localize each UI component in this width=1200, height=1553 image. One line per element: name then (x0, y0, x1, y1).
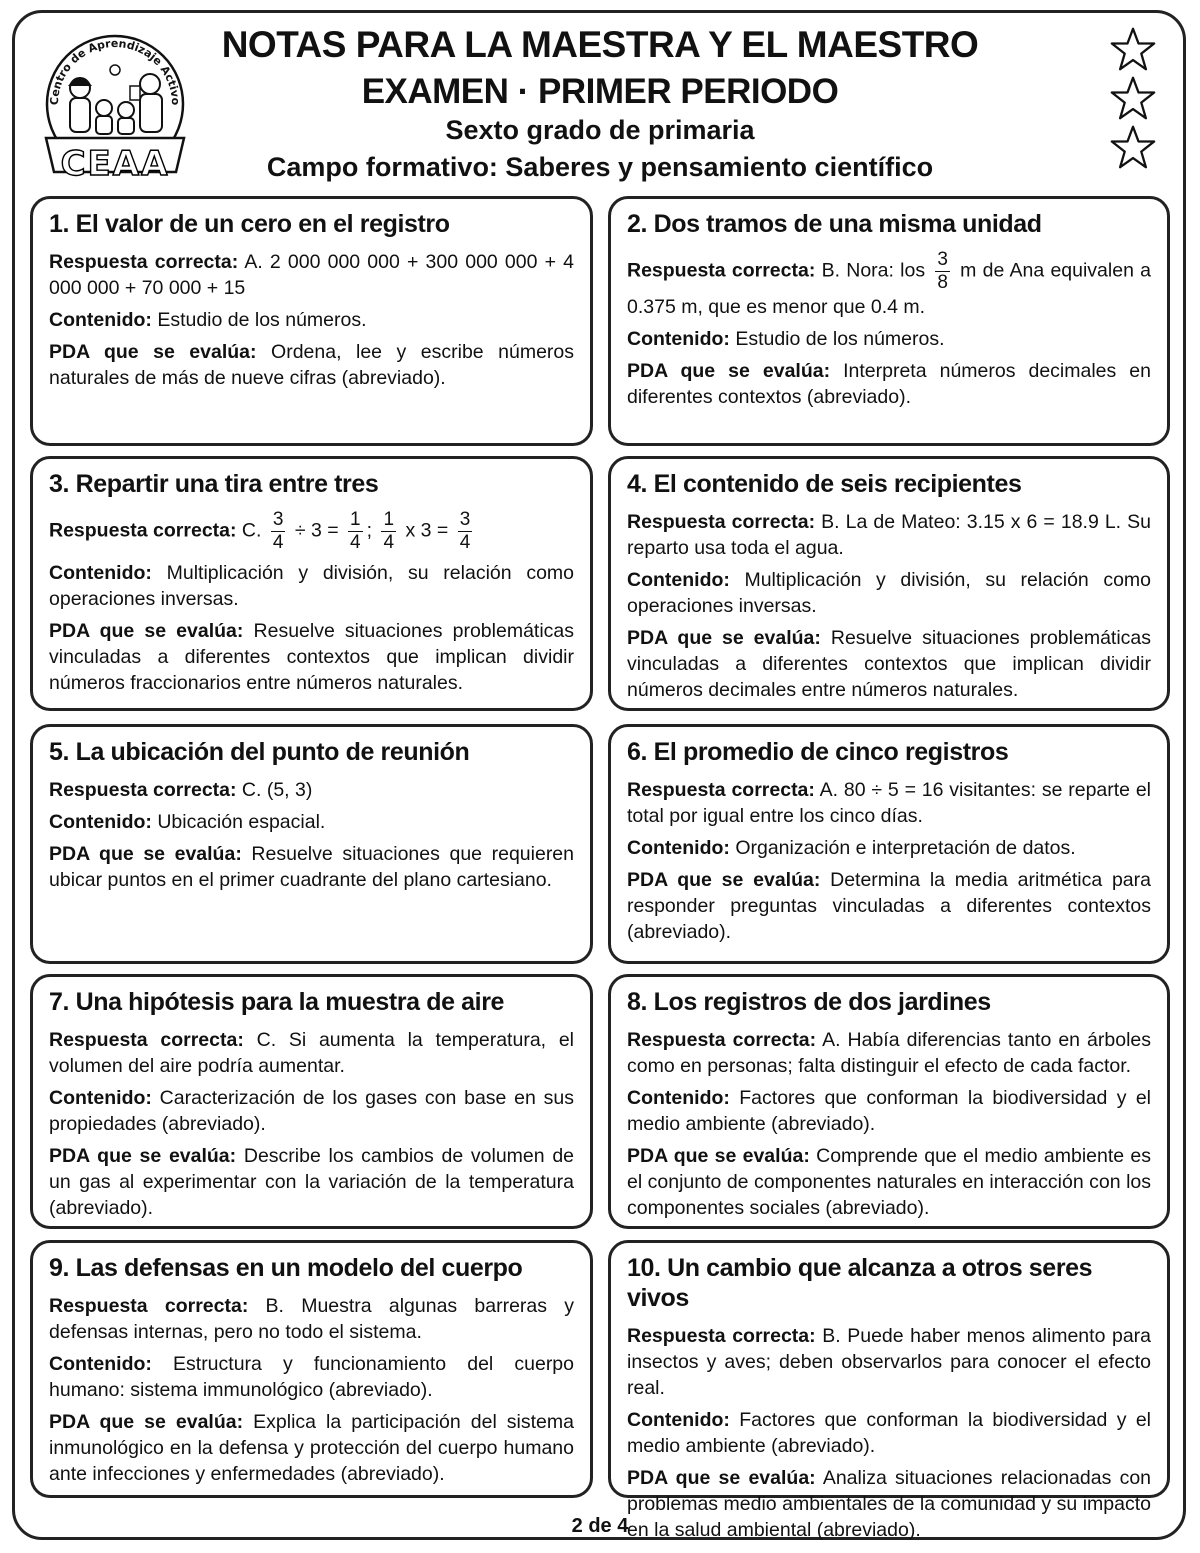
fraction-denominator: 4 (272, 532, 284, 553)
content-line (49, 809, 574, 835)
content-text: Factores que conforman la biodiversidad y el medio ambiente (abreviado). (627, 1087, 1151, 1135)
content-line (627, 1085, 1151, 1137)
pda-text: Explica la participación del sistema inmunológico en la defensa y protección del cuerpo humano ante infecciones y enfermedades (abreviado). (49, 1411, 574, 1485)
pda-line (49, 1409, 574, 1487)
fraction-numerator: 1 (350, 509, 361, 530)
note-card-5 (30, 724, 593, 964)
content-label: Contenido: (49, 309, 152, 331)
pda-text: Interpreta números decimales en diferentes contextos (abreviado). (627, 360, 1151, 408)
answer-line (49, 1027, 574, 1079)
note-card-8 (608, 974, 1170, 1229)
note-card-3 (30, 456, 593, 711)
pda-text: Ordena, lee y escribe números naturales de más de nueve cifras (abreviado). (49, 341, 574, 389)
fraction (935, 249, 950, 294)
grade-label: Sexto grado de primaria (445, 115, 755, 145)
star-outline-icon (1110, 124, 1156, 170)
fraction-numerator: 1 (383, 509, 395, 530)
content-text: Estructura y funcionamiento del cuerpo humano: sistema immunológico (abreviado). (49, 1353, 574, 1401)
pda-label: PDA que se evalúa: (49, 620, 244, 642)
answer-label: Respuesta correcta: (627, 779, 815, 801)
content-label: Contenido: (627, 569, 730, 591)
content-line (627, 1407, 1151, 1459)
pda-line (49, 1143, 574, 1221)
answer-line (49, 249, 574, 301)
pda-text: Describe los cambios de volumen de un gas al experimentar con la variación de la temperatura (abreviado). (49, 1145, 575, 1219)
content-line (627, 835, 1151, 861)
field-label: Campo formativo: Saberes y pensamiento científico (266, 152, 934, 182)
content-line (49, 560, 574, 612)
content-text: Organización e interpretación de datos. (735, 837, 1076, 859)
fraction-numerator: 3 (272, 509, 284, 530)
content-label: Contenido: (627, 1087, 730, 1109)
card-title: 8. Los registros de dos jardines (627, 988, 991, 1016)
star-outline-icon (1110, 75, 1156, 121)
fraction (458, 509, 473, 554)
pda-line (627, 867, 1151, 945)
operator: ÷ 3 = (294, 519, 339, 542)
content-label: Contenido: (627, 837, 730, 859)
answer-text: B. La de Mateo: 3.15 x 6 = 18.9 L. Su reparto usa toda el agua. (627, 511, 1151, 559)
content-line (627, 567, 1151, 619)
answer-text: m de Ana equivalen a 0.375 m, que es menor que 0.4 m. (627, 259, 1152, 318)
pda-label: PDA que se evalúa: (627, 1467, 816, 1489)
answer-label: Respuesta correcta: (49, 779, 237, 801)
pda-label: PDA que se evalúa: (49, 1411, 244, 1433)
ceaa-logo (40, 26, 190, 184)
content-label: Contenido: (49, 811, 152, 833)
pda-line (627, 625, 1151, 703)
card-title: 5. La ubicación del punto de reunión (49, 738, 470, 766)
answer-text: A. 80 ÷ 5 = 16 visitantes: se reparte el total por igual entre los cinco días. (627, 779, 1152, 827)
answer-line (49, 509, 574, 554)
answer-text: B. Puede haber menos alimento para insectos y aves; deben observarlos para conocer el efecto real. (627, 1325, 1152, 1399)
pda-label: PDA que se evalúa: (49, 843, 242, 865)
pda-line (627, 1143, 1151, 1221)
pda-text: Analiza situaciones relacionadas con problemas medio ambientales de la comunidad y su impacto en la salud ambiental (abreviado). (627, 1467, 1152, 1541)
pda-label: PDA que se evalúa: (627, 360, 831, 382)
content-text: Estudio de los números. (157, 309, 367, 331)
pda-text: Resuelve situaciones problemáticas vinculadas a diferentes contextos que implican dividir números fraccionarios entre números naturales. (49, 620, 575, 694)
content-text: Caracterización de los gases con base en sus propiedades (abreviado). (49, 1087, 574, 1135)
page-title: NOTAS PARA LA MAESTRA Y EL MAESTRO (221, 24, 979, 65)
pda-label: PDA que se evalúa: (627, 1145, 810, 1167)
pda-label: PDA que se evalúa: (627, 869, 821, 891)
fraction-denominator: 4 (459, 532, 471, 553)
star-outline-icon (1110, 26, 1156, 72)
content-label: Contenido: (627, 1409, 730, 1431)
pda-line (627, 358, 1151, 410)
card-title: 1. El valor de un cero en el registro (49, 210, 450, 238)
content-label: Contenido: (49, 1087, 152, 1109)
svg-text:Centro de Aprendizaje Activo: Centro de Aprendizaje Activo (47, 36, 183, 106)
card-title: 4. El contenido de seis recipientes (627, 470, 1022, 498)
pda-text: Determina la media aritmética para responder preguntas vinculadas a diferentes contextos (abreviado). (627, 869, 1151, 943)
answer-label: Respuesta correcta: (627, 1029, 817, 1051)
logo-text: CEAA (60, 144, 170, 184)
answer-text: B. Muestra algunas barreras y defensas internas, pero no todo el sistema. (49, 1295, 574, 1343)
answer-text: A. Había diferencias tanto en árboles como en personas; falta distinguir el efecto de cada factor. (627, 1029, 1152, 1077)
content-text: Multiplicación y división, su relación como operaciones inversas. (49, 562, 574, 610)
content-label: Contenido: (49, 1353, 152, 1375)
fraction (381, 509, 396, 554)
answer-line (49, 777, 574, 803)
content-line (49, 1351, 574, 1403)
fraction (348, 509, 363, 554)
pda-line (49, 339, 574, 391)
pda-label: PDA que se evalúa: (49, 1145, 237, 1167)
card-title: 7. Una hipótesis para la muestra de aire (49, 988, 505, 1016)
fraction-denominator: 4 (350, 532, 361, 553)
card-title: 2. Dos tramos de una misma unidad (627, 210, 1042, 238)
card-title: 3. Repartir una tira entre tres (49, 470, 379, 498)
answer-label: Respuesta correcta: (49, 1029, 244, 1051)
answer-line (49, 1293, 574, 1345)
pda-line (49, 841, 574, 893)
stars-column (1110, 26, 1160, 173)
fraction-numerator: 3 (937, 249, 948, 270)
content-text: Estudio de los números. (735, 328, 945, 350)
note-card-2 (608, 196, 1170, 446)
content-label: Contenido: (49, 562, 152, 584)
answer-text: A. 2 000 000 000 + 300 000 000 + 4 000 000 + 70 000 + 15 (49, 251, 575, 299)
content-line (627, 326, 1151, 352)
answer-text: B. Nora: los (821, 259, 926, 282)
pda-label: PDA que se evalúa: (49, 341, 257, 363)
answer-text: C. (241, 519, 262, 542)
content-text: Ubicación espacial. (157, 811, 326, 833)
pda-label: PDA que se evalúa: (627, 627, 821, 649)
content-text: Factores que conforman la biodiversidad y el medio ambiente (abreviado). (627, 1409, 1151, 1457)
pda-text: Resuelve situaciones que requieren ubicar puntos en el primer cuadrante del plano cartesiano. (49, 843, 575, 891)
answer-line (627, 1027, 1151, 1079)
operator: x 3 = (405, 519, 449, 542)
pda-text: Resuelve situaciones problemáticas vinculadas a diferentes contextos que implican dividir números decimales entre números naturales. (627, 627, 1152, 701)
card-title: 9. Las defensas en un modelo del cuerpo (49, 1254, 523, 1282)
answer-text: C. (5, 3) (241, 779, 313, 801)
answer-label: Respuesta correcta: (49, 251, 239, 273)
exam-title: EXAMEN · PRIMER PERIODO (361, 72, 839, 111)
answer-line (627, 777, 1151, 829)
note-card-9 (30, 1240, 593, 1498)
pda-line (49, 618, 574, 696)
note-card-4 (608, 456, 1170, 711)
card-title: 10. Un cambio que alcanza a otros seres vivos (627, 1254, 1093, 1312)
content-line (49, 307, 574, 333)
note-card-6 (608, 724, 1170, 964)
answer-line (627, 509, 1151, 561)
pda-text: Comprende que el medio ambiente es el conjunto de componentes naturales en interacción con los componentes sociales (abreviado). (627, 1145, 1151, 1219)
fraction-numerator: 3 (459, 509, 471, 530)
page-number: 2 de 4 (571, 1515, 629, 1537)
fraction-denominator: 8 (937, 272, 948, 293)
answer-label: Respuesta correcta: (49, 1295, 249, 1317)
answer-label: Respuesta correcta: (49, 519, 237, 542)
note-card-10 (608, 1240, 1170, 1541)
card-title: 6. El promedio de cinco registros (627, 738, 1009, 766)
answer-label: Respuesta correcta: (627, 1325, 816, 1347)
fraction-denominator: 4 (383, 532, 395, 553)
answer-line (627, 249, 1151, 320)
note-card-7 (30, 974, 593, 1229)
answer-line (627, 1323, 1151, 1401)
content-line (49, 1085, 574, 1137)
answer-text: C. Si aumenta la temperatura, el volumen del aire podría aumentar. (49, 1029, 575, 1077)
content-text: Multiplicación y división, su relación como operaciones inversas. (627, 569, 1152, 617)
separator: ; (366, 519, 373, 542)
note-card-1 (30, 196, 593, 446)
content-label: Contenido: (627, 328, 730, 350)
answer-label: Respuesta correcta: (627, 511, 816, 533)
answer-label: Respuesta correcta: (627, 259, 816, 282)
fraction (271, 509, 286, 554)
